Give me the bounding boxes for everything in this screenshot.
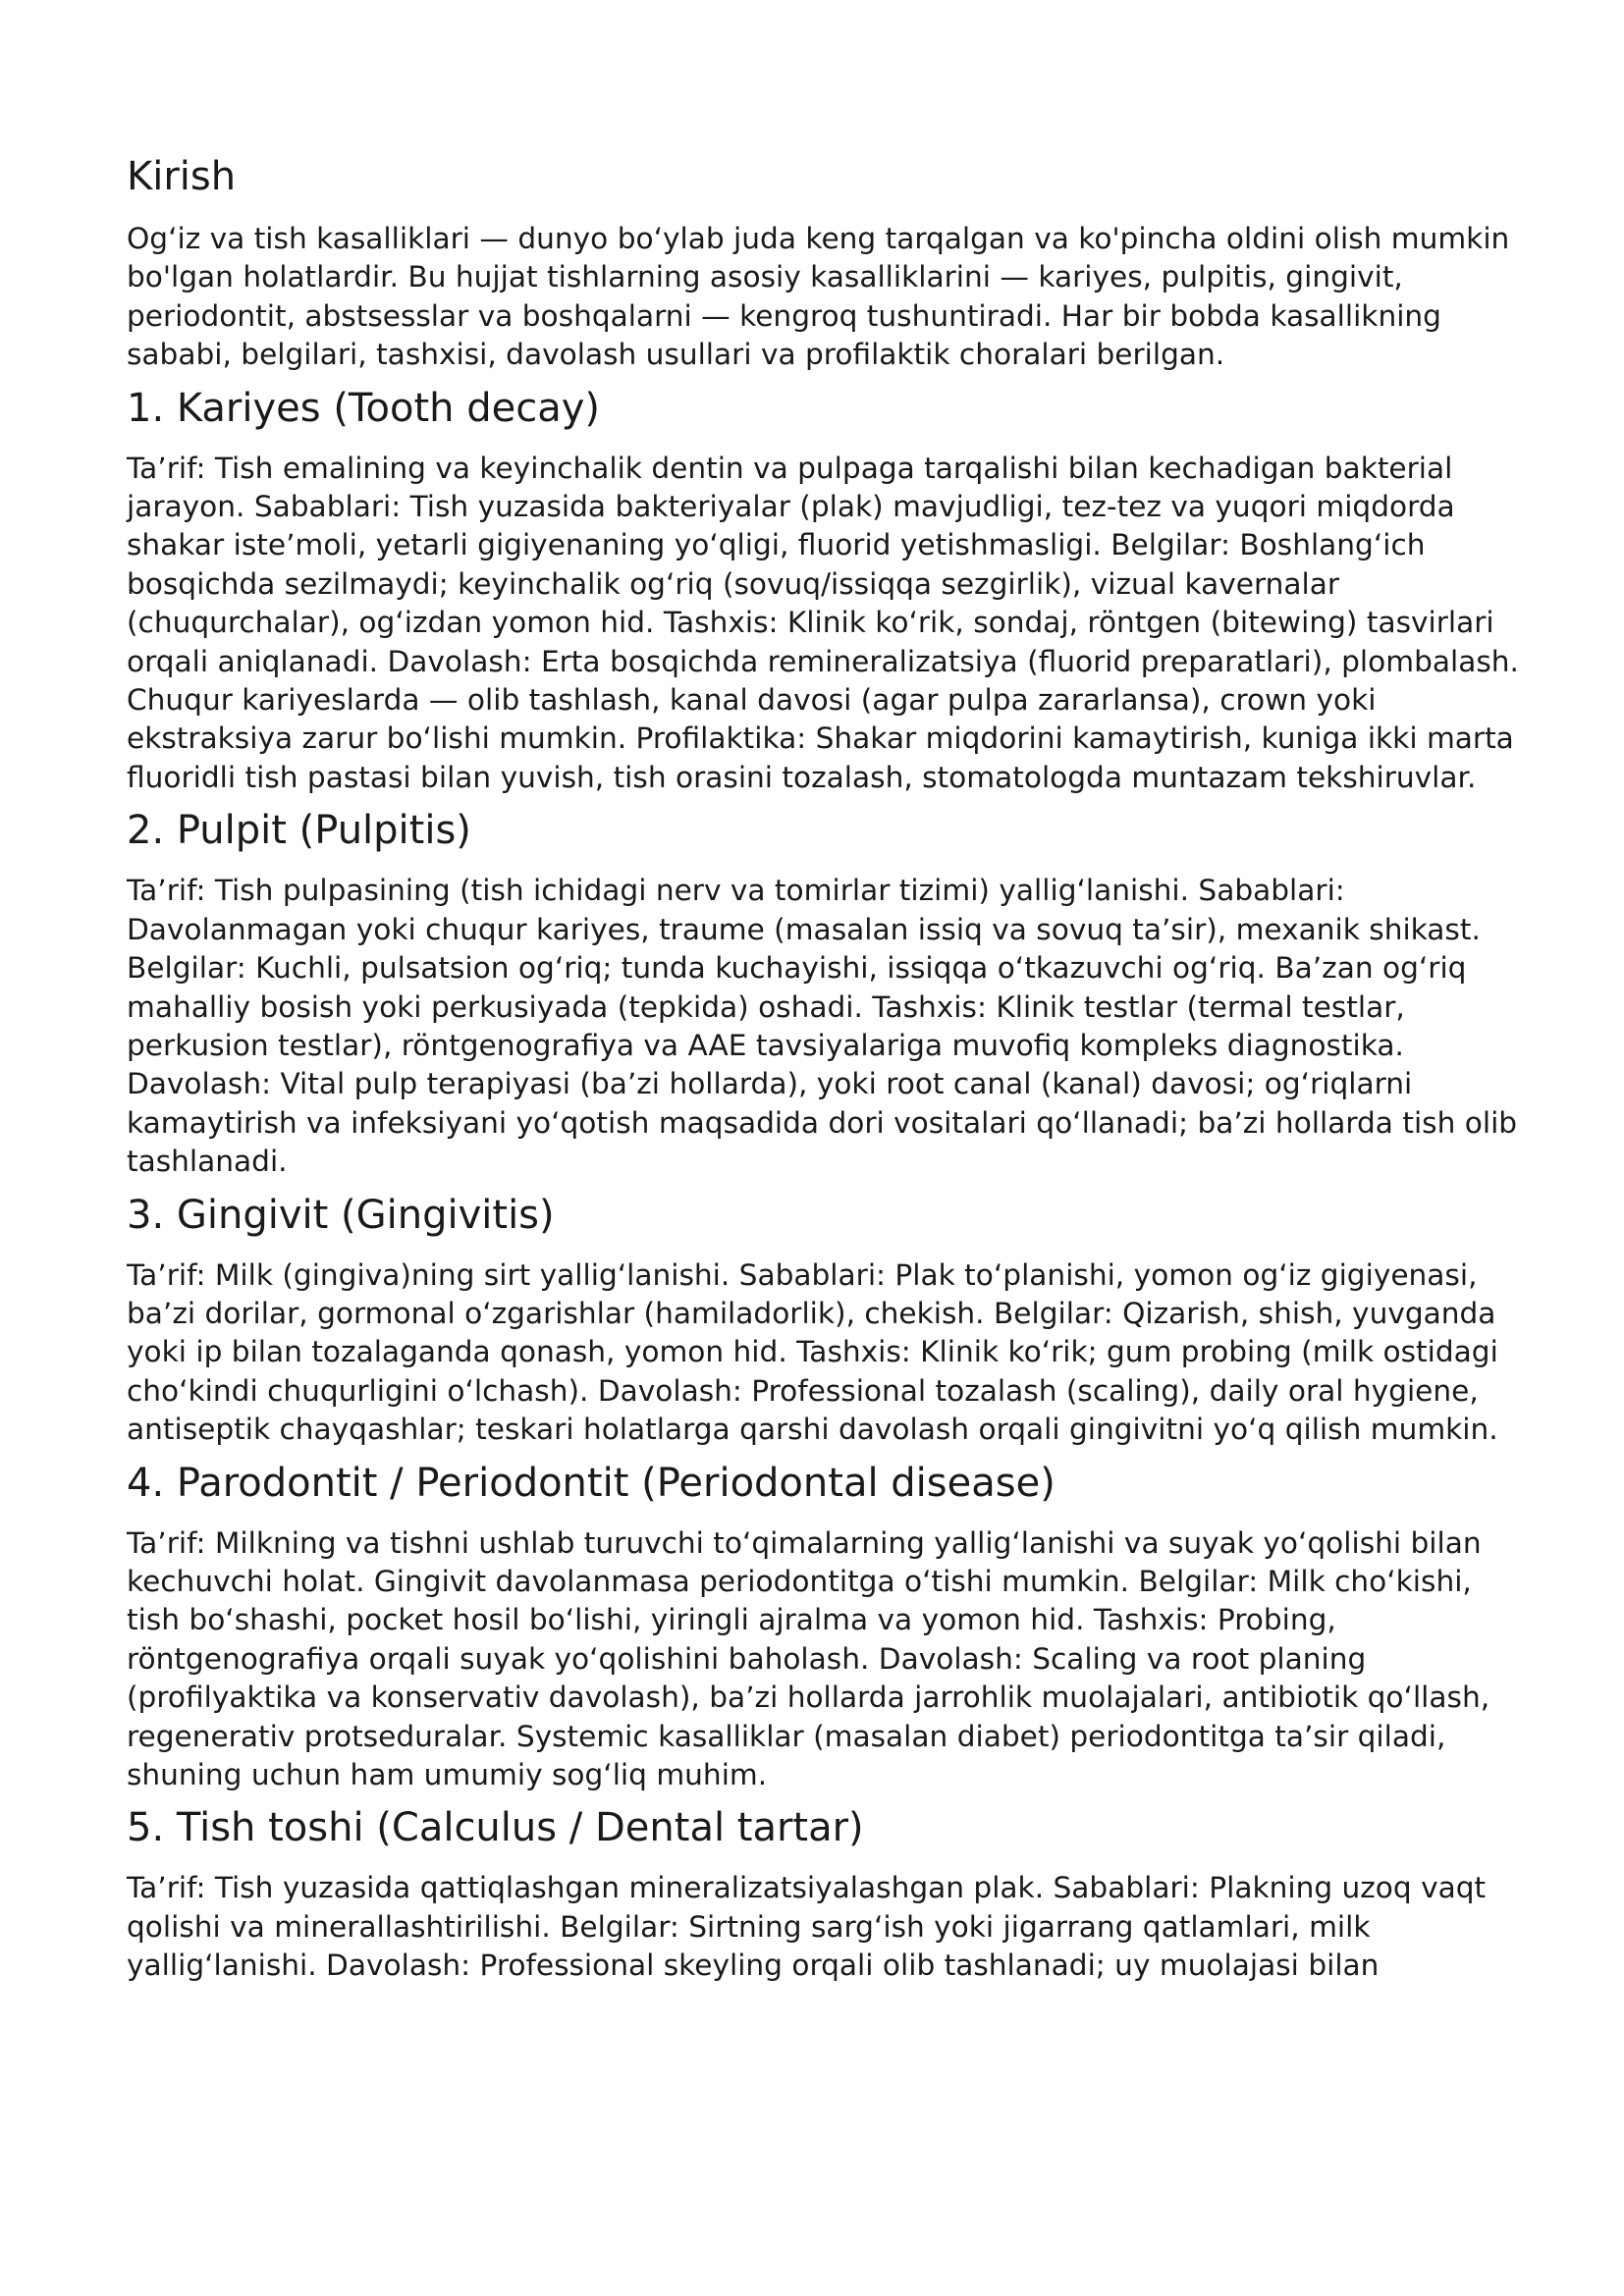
section-paragraph-pulpit: Ta’rif: Tish pulpasining (tish ichidagi nerv va tomirlar tizimi) yallig‘lanishi. Sabablari: Davolanmagan yoki chuqur kariyes, traume (masalan issiq va sovuq ta’sir), mexanik shikast. Belgilar: Kuchli, pulsatsion og‘riq; tunda kuchayishi, issiqqa o‘tkazuvchi og‘riq. Ba’zan og‘riq mahalliy bosish yoki perkusiyada (tepkida) oshadi. Tashxis: Klinik testlar (termal testlar, perkusion testlar), röntgenografiya va AAE tavsiyalariga muvofiq kompleks diagnostika. Davolash: Vital pulp terapiyasi (ba’zi hollarda), yoki root canal (kanal) davosi; og‘riqlarni kamaytirish va infeksiyani yo‘qotish maqsadida dori vositalari qo‘llanadi; ba’zi hollarda tish olib tashlanadi.: [127, 874, 1518, 1179]
intro-paragraph: Og‘iz va tish kasalliklari — dunyo bo‘ylab juda keng tarqalgan va ko'pincha oldini olish mumkin bo'lgan holatlardir. Bu hujjat tishlarning asosiy kasalliklarini — kariyes, pulpitis, gingivit, periodontit, abstsesslar va boshqalarni — kengroq tushuntiradi. Har bir bobda kasallikning sababi, belgilari, tashxisi, davolash usullari va profilaktik choralari berilgan.: [127, 222, 1510, 372]
section-heading-kariyes: 1. Kariyes (Tooth decay): [127, 385, 601, 431]
section-heading-gingivit: 3. Gingivit (Gingivitis): [127, 1192, 555, 1238]
section-heading-tish-toshi: 5. Tish toshi (Calculus / Dental tartar): [127, 1805, 864, 1851]
document-page: [127, 147, 1521, 1988]
section-paragraph-gingivit: Ta’rif: Milk (gingiva)ning sirt yallig‘lanishi. Sabablari: Plak to‘planishi, yomon og‘iz gigiyenasi, ba’zi dorilar, gormonal o‘zgarishlar (hamiladorlik), chekish. Belgilar: Qizarish, shish, yuvganda yoki ip bilan tozalaganda qonash, yomon hid. Tashxis: Klinik ko‘rik; gum probing (milk ostidagi cho‘kindi chuqurligini o‘lchash). Davolash: Professional tozalash (scaling), daily oral hygiene, antiseptik chayqashlar; teskari holatlarga qarshi davolash orqali gingivitni yo‘q qilish mumkin.: [127, 1257, 1498, 1447]
section-paragraph-tish-toshi: Ta’rif: Tish yuzasida qattiqlashgan mineralizatsiyalashgan plak. Sabablari: Plakning uzoq vaqt qolishi va minerallashtirilishi. Belgilar: Sirtning sarg‘ish yoki jigarrang qatlamlari, milk yallig‘lanishi. Davolash: Professional skeyling orqali olib tashlanadi; uy muolajasi bilan: [127, 1871, 1487, 1983]
section-paragraph-periodontit: Ta’rif: Milkning va tishni ushlab turuvchi to‘qimalarning yallig‘lanishi va suyak yo‘qolishi bilan kechuvchi holat. Gingivit davolanmasa periodontitga o‘tishi mumkin. Belgilar: Milk cho‘kishi, tish bo‘shashi, pocket hosil bo‘lishi, yiringli ajralma va yomon hid. Tashxis: Probing, röntgenografiya orqali suyak yo‘qolishini baholash. Davolash: Scaling va root planing (profilyaktika va konservativ davolash), ba’zi hollarda jarrohlik muolajalari, antibiotik qo‘llash, regenerativ protseduralar. Systemic kasalliklar (masalan diabet) periodontitga ta’sir qiladi, shuning uchun ham umumiy sog‘liq muhim.: [127, 1525, 1490, 1791]
section-heading-pulpit: 2. Pulpit (Pulpitis): [127, 808, 471, 854]
section-paragraph-kariyes: Ta’rif: Tish emalining va keyinchalik dentin va pulpaga tarqalishi bilan kechadigan bakterial jarayon. Sabablari: Tish yuzasida bakteriyalar (plak) mavjudligi, tez-tez va yuqori miqdorda shakar iste’moli, yetarli gigiyenaning yo‘qligi, fluorid yetishmasligi. Belgilar: Boshlang‘ich bosqichda sezilmaydi; keyinchalik og‘riq (sovuq/issiqqa sezgirlik), vizual kavernalar (chuqurchalar), og‘izdan yomon hid. Tashxis: Klinik ko‘rik, sondaj, röntgen (bitewing) tasvirlari orqali aniqlanadi. Davolash: Erta bosqichda remineralizatsiya (fluorid preparatlari), plombalash. Chuqur kariyeslarda — olib tashlash, kanal davosi (agar pulpa zararlansa), crown yoki ekstraksiya zarur bo‘lishi mumkin. Profilaktika: Shakar miqdorini kamaytirish, kuniga ikki marta fluoridli tish pastasi bilan yuvish, tish orasini tozalash, stomatologda muntazam tekshiruvlar.: [127, 451, 1519, 794]
intro-heading: Kirish: [127, 154, 237, 199]
section-heading-periodontit: 4. Parodontit / Periodontit (Periodontal disease): [127, 1460, 1056, 1506]
